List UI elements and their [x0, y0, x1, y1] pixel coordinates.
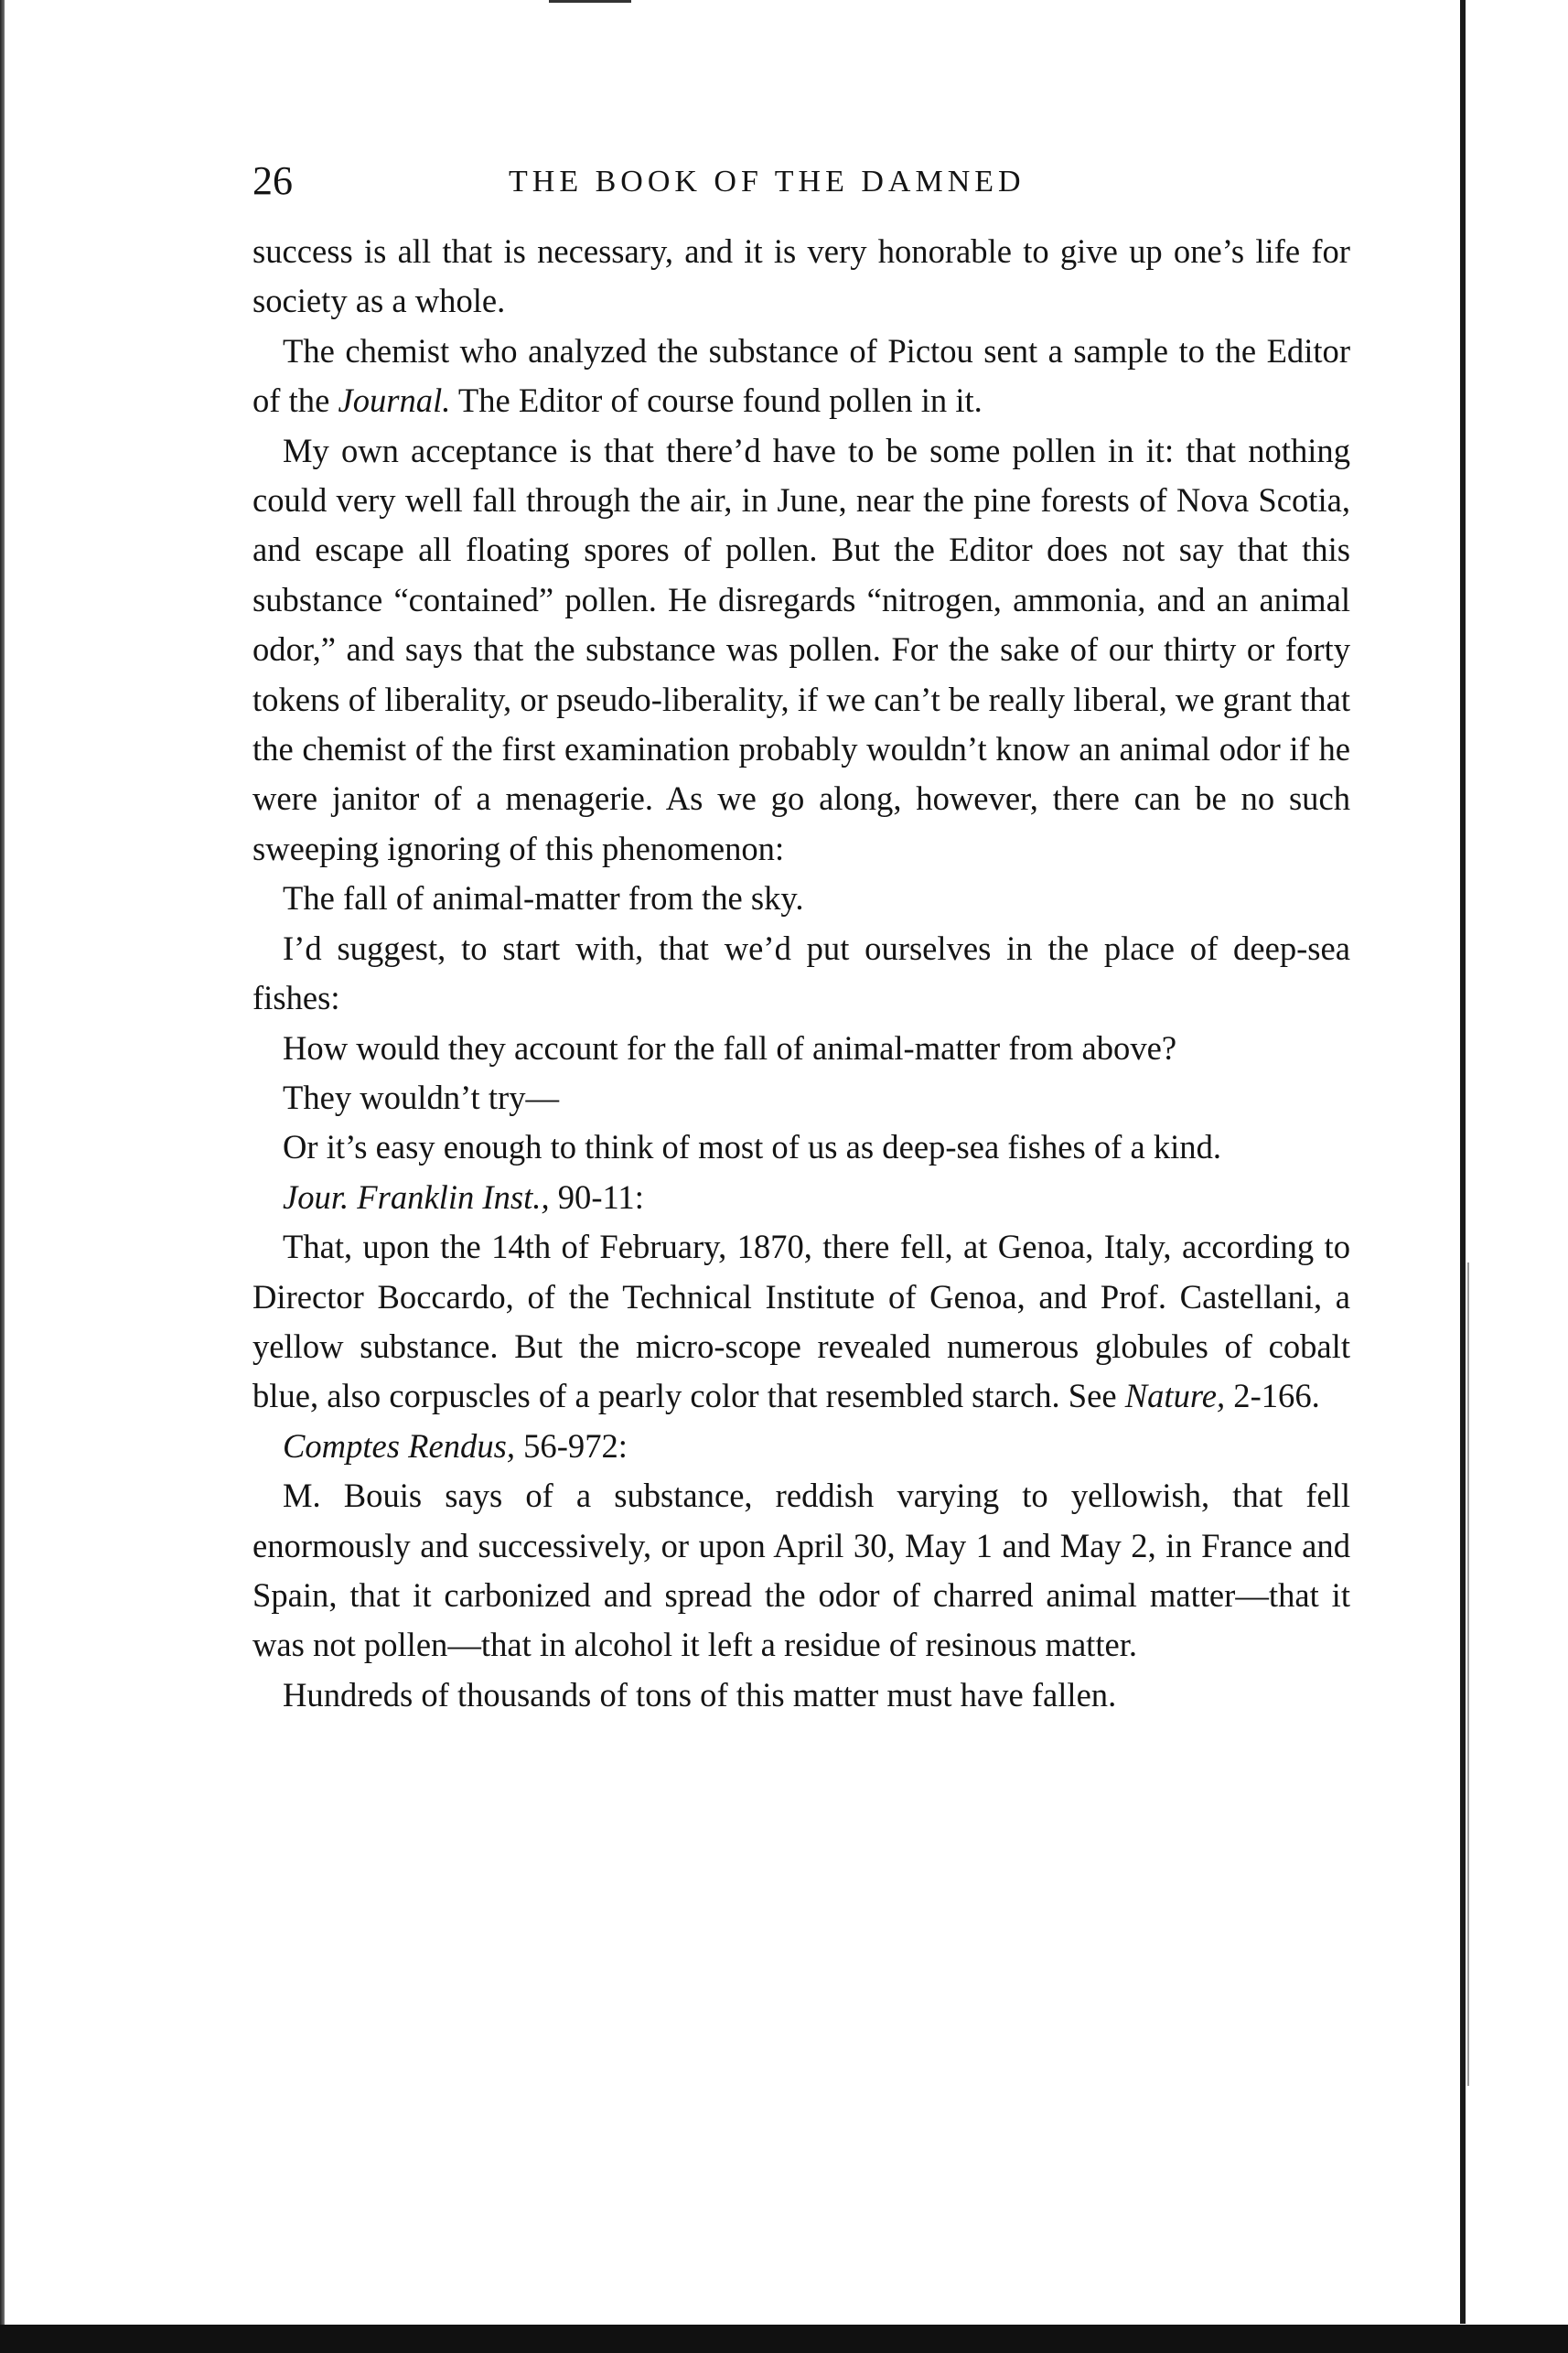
scan-edge-right	[1460, 0, 1466, 2324]
text-run: That, upon the 14th of February, 1870, there fell, at Genoa, Italy, according to Director Boccardo, of the Technical Institute of Genoa, and Prof. Castellani, a yellow substance. But the micro-scope revealed numerous globules of cobalt blue, also corpuscles of a pearly color that resembled starch. See	[252, 1228, 1350, 1415]
paragraph	[252, 1671, 1350, 1720]
scan-top-mark	[549, 0, 631, 3]
italic-text: Journal.	[338, 381, 451, 420]
text-run: The chemist who analyzed the substance of Pictou sent a sample to the Editor of the	[252, 331, 1350, 420]
text-run: My own acceptance is that there’d have to be some pollen in it: that nothing could very well fall through the air, in June, near the pine forests of Nova Scotia, and escape all floating spores of pollen. But the Editor does not say that this substance “contained” pollen. He disregards “nitrogen, ammonia, and an animal odor,” and says that the substance was pollen. For the sake of our thirty or forty tokens of liberality, or pseudo-liberality, if we can’t be really liberal, we grant that the chemist of the first examination probably wouldn’t know an animal odor if he were janitor of a menagerie. As we go along, however, there can be no such sweeping ignoring of this phenomenon:	[252, 431, 1350, 867]
scan-edge-bottom	[0, 2325, 1568, 2353]
scan-edge-right-thin	[1467, 1262, 1469, 2086]
text-run: 90-11:	[549, 1177, 644, 1216]
text-run: 2-166.	[1225, 1377, 1320, 1415]
paragraph	[252, 874, 1350, 923]
paragraph	[252, 1471, 1350, 1671]
text-run: How would they account for the fall of animal-matter from above?	[283, 1028, 1177, 1067]
text-run: The Editor of course found pollen in it.	[450, 381, 983, 420]
page-number: 26	[252, 158, 293, 203]
page-header	[252, 154, 1350, 209]
italic-text: Jour. Franklin Inst.,	[283, 1177, 550, 1216]
text-run: I’d suggest, to start with, that we’d put ourselves in the place of deep-sea fishes:	[252, 929, 1350, 1017]
text-run: Or it’s easy enough to think of most of us as deep-sea fishes of a kind.	[283, 1128, 1222, 1166]
paragraph	[252, 1024, 1350, 1073]
running-head: THE BOOK OF THE DAMNED	[509, 165, 1026, 199]
italic-text: Nature,	[1124, 1377, 1226, 1415]
scan-edge-left	[0, 0, 5, 2353]
text-run: M. Bouis says of a substance, reddish varying to yellowish, that fell enormously and successively, or upon April 30, May 1 and May 2, in France and Spain, that it carbonized and spread the odor of charred animal matter—that it was not pollen—that in alcohol it left a residue of resinous matter.	[252, 1477, 1350, 1664]
text-run: Hundreds of thousands of tons of this matter must have fallen.	[283, 1675, 1117, 1714]
paragraph	[252, 227, 1350, 327]
italic-text: Comptes Rendus,	[283, 1426, 515, 1465]
paragraph	[252, 1123, 1350, 1172]
text-run: success is all that is necessary, and it is very honorable to give up one’s life for society as a whole.	[252, 232, 1350, 320]
paragraph	[252, 327, 1350, 426]
paragraph	[252, 1173, 1350, 1222]
paragraph	[252, 1422, 1350, 1471]
text-run: 56-972:	[515, 1426, 628, 1465]
paragraph	[252, 1222, 1350, 1422]
body-text	[252, 227, 1350, 1720]
paragraph	[252, 426, 1350, 875]
paragraph	[252, 924, 1350, 1024]
paragraph	[252, 1073, 1350, 1123]
text-run: They wouldn’t try—	[283, 1078, 560, 1116]
text-run: The fall of animal-matter from the sky.	[283, 879, 804, 918]
